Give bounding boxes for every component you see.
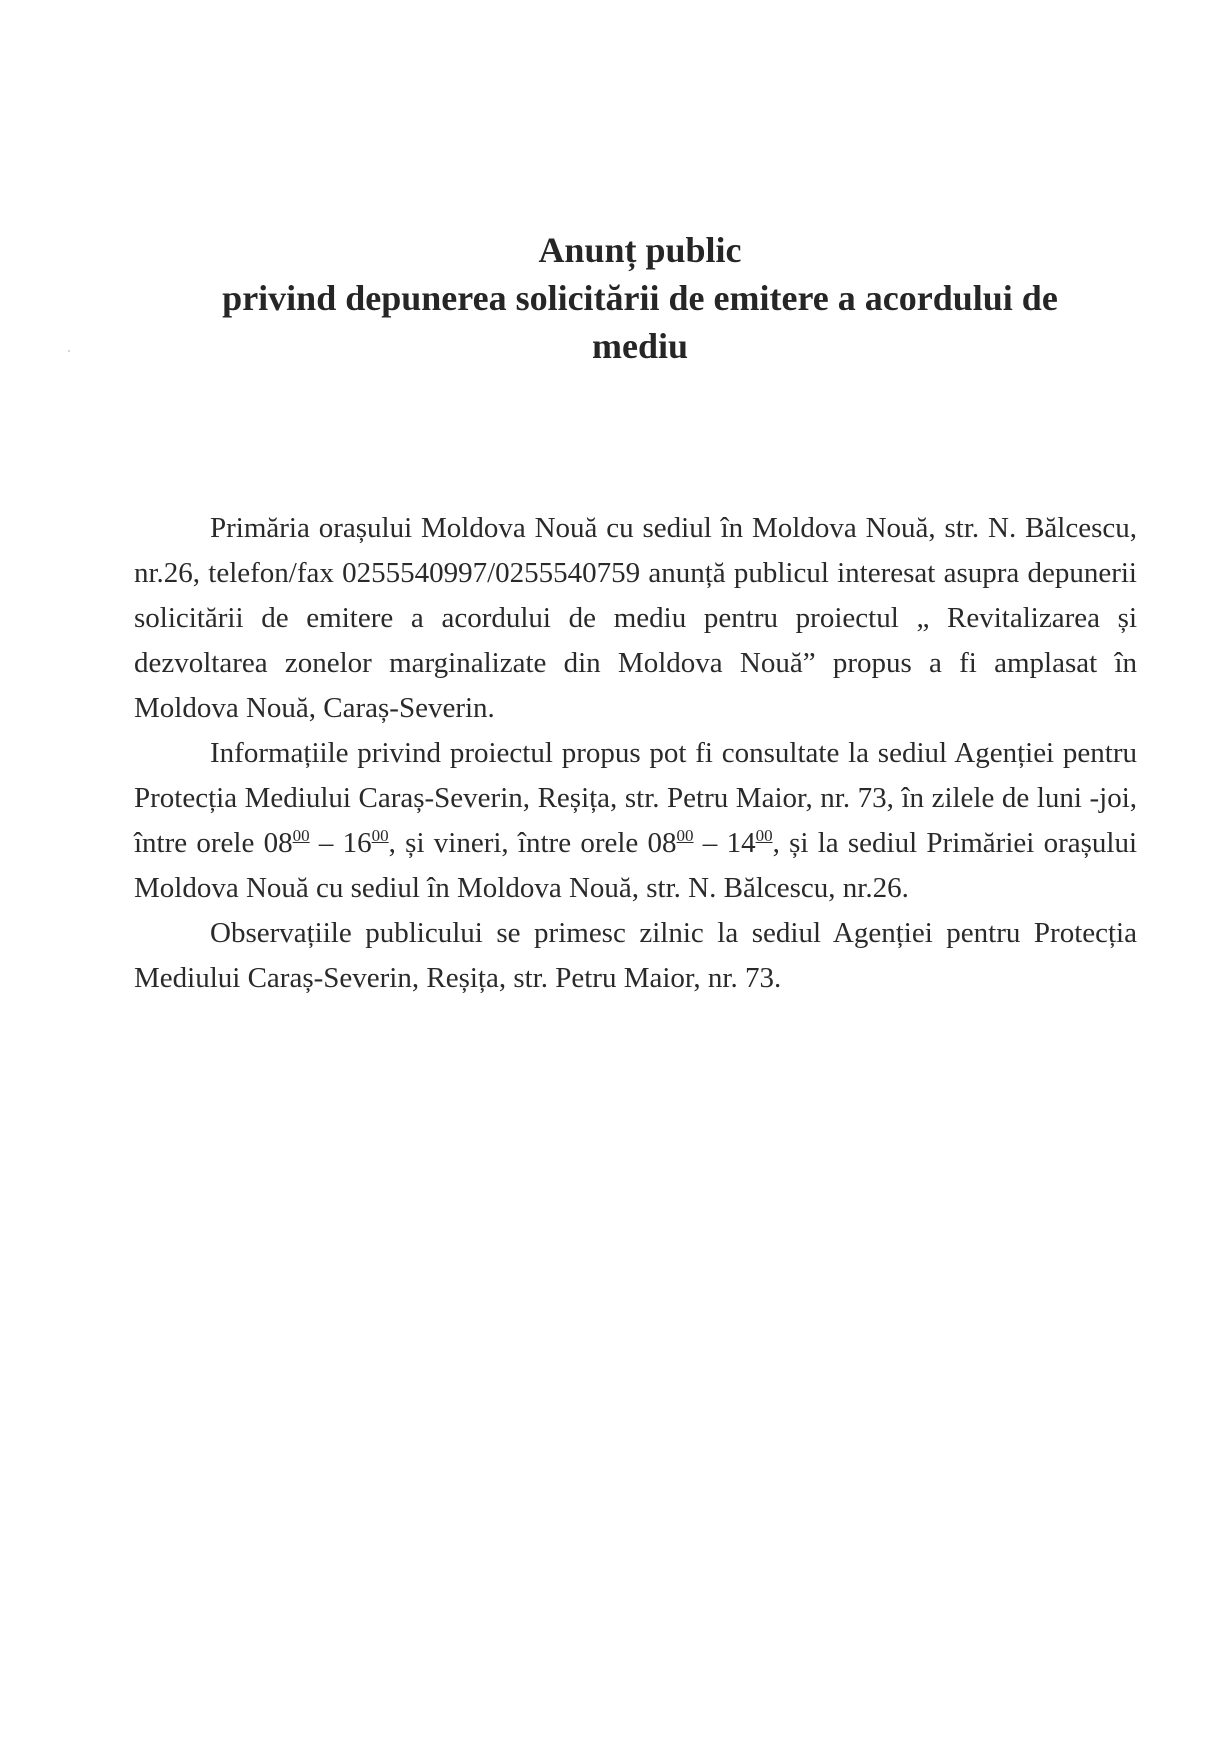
consultation-text-3: , și vineri, între orele 08 [388, 827, 677, 859]
hour-minutes-sup: 00 [292, 826, 310, 845]
title-line-2: privind depunerea solicitării de emitere a acordului de [222, 278, 1058, 318]
consultation-text-2: – 16 [309, 827, 372, 859]
announcement-title [150, 226, 1130, 370]
scan-speck [68, 350, 70, 352]
paragraph-observations: Observațiile publicului se primesc zilnic la sediul Agenției pentru Protecția Mediului Caraș-Severin, Reșița, str. Petru Maior, nr. 73. [134, 917, 1137, 994]
title-line-1: Anunț public [538, 230, 742, 270]
hour-minutes-sup: 00 [371, 826, 389, 845]
paragraph-consultation [134, 731, 1137, 911]
hour-minutes-sup: 00 [755, 826, 773, 845]
consultation-text-4: – 14 [693, 827, 756, 859]
announcement-body [134, 506, 1137, 1001]
consultation-text-5: , și la sediul Primăriei orașului Moldova Nouă cu sediul în Moldova Nouă, str. N. Bălcescu, nr.26. [134, 827, 1138, 904]
title-line-3: mediu [591, 326, 688, 366]
hour-minutes-sup: 00 [676, 826, 694, 845]
consultation-text-1: Informațiile privind proiectul propus pot fi consultate la sediul Agenției pentru Protecția Mediului Caraș-Severin, Reșița, str. Petru Maior, nr. 73, în zilele de luni -joi, între orele 08 [134, 737, 1137, 859]
paragraph-applicant: Primăria orașului Moldova Nouă cu sediul în Moldova Nouă, str. N. Bălcescu, nr.26, telefon/fax 0255540997/0255540759 anunță publicul interesat asupra depunerii solicitării de emitere a acordului de mediu pentru proiectul „ Revitalizarea și dezvoltarea zonelor marginalizate din Moldova Nouă” propus a fi amplasat în Moldova Nouă, Caraș-Severin. [134, 512, 1137, 724]
